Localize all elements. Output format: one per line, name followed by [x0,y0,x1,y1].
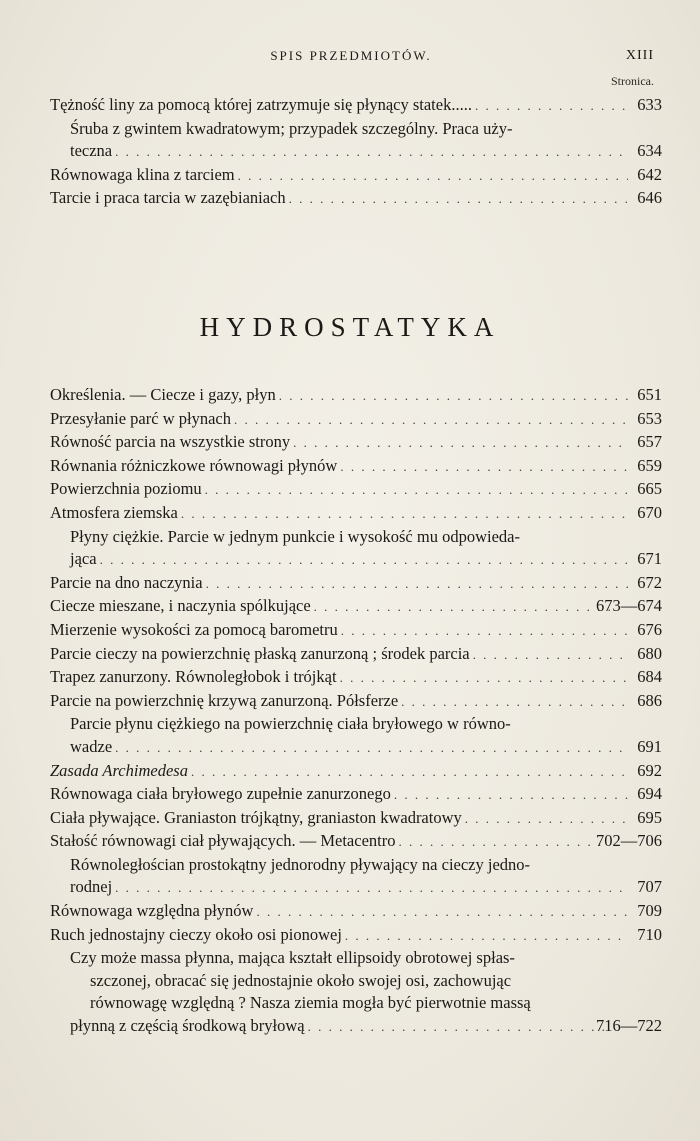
toc-entry-page: 707 [637,877,662,897]
toc-entry [50,478,662,502]
toc-entry [50,666,662,690]
toc-entry-page: 680 [637,643,662,663]
dot-leader [400,691,628,714]
dot-leader [472,644,628,667]
toc-entry-text: Przesyłanie parć w płynach [50,408,231,428]
toc-entry [50,455,662,479]
toc-entry-text: Ciała pływające. Graniaston trójkątny, graniaston kwadratowy [50,807,462,827]
toc-entry-page: 653 [637,408,662,428]
toc-entry-text: wadze [70,736,113,756]
toc-entry-text: szczonej, obracać się jednostajnie około swojej osi, zachowując [90,970,512,990]
toc-entry [50,408,662,432]
toc-entry [50,713,662,759]
toc-entry-page: 651 [637,385,662,404]
dot-leader [233,409,628,432]
dot-leader [99,549,628,572]
toc-entry-page: 694 [637,784,662,804]
running-head: SPIS PRZEDMIOTÓW. [270,48,432,63]
toc-entry-page: 642 [637,164,662,184]
toc-top-entries [50,94,662,211]
toc-entry [50,783,662,807]
toc-entry-text: Śruba z gwintem kwadratowym; przypadek szczególny. Praca uży- [70,118,513,138]
dot-leader [340,620,628,643]
dot-leader [237,165,628,188]
dot-leader [339,667,628,690]
toc-entry [50,947,662,1038]
dot-leader [190,761,628,784]
toc-entry-page: 692 [637,760,662,780]
dot-leader [474,95,628,118]
toc-entry-text: rodnej [70,877,113,897]
toc-entry-page: 670 [637,502,662,522]
toc-entry-text: Równowaga ciała bryłowego zupełnie zanurzonego [50,784,391,804]
toc-entry-text: Równowaga klina z tarciem [50,164,235,184]
toc-entry-page: 671 [637,549,662,569]
toc-entry [50,595,662,619]
dot-leader [344,925,628,948]
dot-leader [114,877,628,900]
dot-leader [313,596,610,619]
toc-entry-text: Trapez zanurzony. Równoległobok i trójkąt [50,667,337,687]
toc-entry-page: 676 [637,619,662,639]
section-title: HYDROSTATYKA [199,312,501,342]
toc-entry [50,187,662,211]
toc-entry-text: Czy może massa płynna, mająca kształt ellipsoidy obrotowej spłas- [70,948,515,968]
toc-entry-page: 646 [637,188,662,208]
toc-entry-text: Płyny ciężkie. Parcie w jednym punkcie i wysokość mu odpowieda- [70,526,520,546]
toc-entry-text: Powierzchnia poziomu [50,479,202,499]
toc-entry-text: Równoległościan prostokątny jednorodny pływający na cieczy jedno- [70,854,531,874]
toc-entry-text: Parcie na powierzchnię krzywą zanurzoną. Półsferze [50,690,399,710]
toc-entry-page: 684 [637,667,662,687]
dot-leader [180,503,628,526]
toc-entry-text: Równość parcia na wszystkie strony [50,432,291,452]
toc-entry-text: równowagę względną ? Nasza ziemia mogła być pierwotnie massą [90,993,531,1013]
dot-leader [339,456,628,479]
toc-entry [50,502,662,526]
toc-entry-text: Ruch jednostajny cieczy około osi pionowej [50,924,342,944]
toc-entry-page: 710 [637,924,662,944]
dot-leader [397,831,610,854]
toc-entry [50,690,662,714]
toc-entry [50,760,662,784]
toc-entry-text: Tężność liny za pomocą której zatrzymuje się płynący statek..... [50,95,472,114]
dot-leader [292,432,628,455]
toc-entry-text: Zasada Archimedesa [50,760,188,780]
toc-entry-text: Ciecze mieszane, i naczynia spólkujące [50,596,311,616]
toc-entry-text: Równowaga względna płynów [50,901,254,921]
toc-entry [50,807,662,831]
toc-entry-text: Mierzenie wysokości za pomocą barometru [50,619,338,639]
toc-entry-text: Równania różniczkowe równowagi płynów [50,455,338,475]
toc-entry-text: Parcie płynu ciężkiego na powierzchnię ciała bryłowego w równo- [70,714,511,734]
toc-entry-text: Tarcie i praca tarcia w zazębianiach [50,188,286,208]
toc-entries [50,384,662,1039]
dot-leader [464,808,628,831]
dot-leader [114,737,628,760]
toc-entry [50,94,662,118]
toc-entry-page: 686 [637,690,662,710]
dot-leader [288,188,628,211]
toc-entry-text: jąca [70,549,97,569]
toc-entry [50,830,662,854]
toc-entry [50,384,662,408]
toc-entry-text: Parcie na dno naczynia [50,572,203,592]
toc-entry-text: Atmosfera ziemska [50,502,178,522]
toc-entry [50,118,662,164]
toc-entry-page: 709 [637,901,662,921]
dot-leader [393,784,628,807]
toc-entry [50,619,662,643]
toc-entry-page: 672 [637,572,662,592]
toc-entry-page: 659 [637,455,662,475]
toc-entry-page: 691 [637,736,662,756]
dot-leader [307,1016,610,1039]
dot-leader [114,141,628,164]
toc-entry [50,643,662,667]
toc-entry-page: 634 [637,141,662,161]
toc-entry [50,924,662,948]
dot-leader [205,573,628,596]
toc-entry-text: Określenia. — Ciecze i gazy, płyn [50,385,276,404]
toc-entry-page: 716—722 [596,1016,662,1036]
toc-entry [50,526,662,572]
toc-entry [50,900,662,924]
toc-entry-page: 695 [637,807,662,827]
dot-leader [278,385,628,408]
toc-entry-page: 673—674 [596,596,662,616]
toc-entry-text: płynną z częścią środkową bryłową [70,1016,305,1036]
toc-entry-page: 657 [637,432,662,452]
toc-entry [50,854,662,900]
page-header [48,48,654,72]
toc-entry-page: 633 [637,95,662,114]
page-column-label: Stronica. [611,74,654,88]
toc-entry-page: 665 [637,479,662,499]
toc-entry [50,164,662,188]
toc-entry-text: Parcie cieczy na powierzchnię płaską zanurzoną ; środek parcia [50,643,470,663]
toc-entry-text: Stałość równowagi ciał pływających. — Metacentro [50,831,396,851]
dot-leader [204,479,628,502]
dot-leader [255,901,628,924]
toc-entry-page: 702—706 [596,831,662,851]
toc-entry-text: teczna [70,141,113,161]
toc-entry [50,572,662,596]
page-number: XIII [625,48,654,63]
toc-entry [50,431,662,455]
